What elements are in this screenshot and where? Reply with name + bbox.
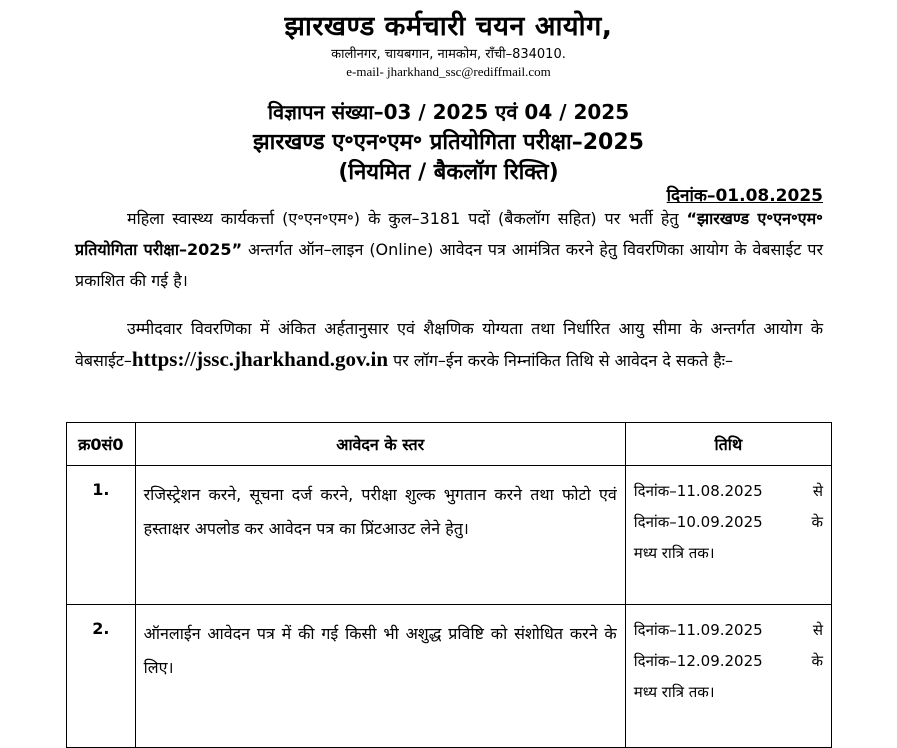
eligibility-text-b: पर लॉग–ईन करके निम्नांकित तिथि से आवेदन दे सकते हैः– xyxy=(388,351,733,370)
row-stage: ऑनलाईन आवेदन पत्र में की गई किसी भी अशुद्ध प्रविष्टि को संशोधित करने के लिए। xyxy=(135,605,625,748)
row-serial: 1. xyxy=(67,466,136,605)
organization-title: झारखण्ड कर्मचारी चयन आयोग, xyxy=(284,11,613,42)
date-from: दिनांक–11.08.2025 xyxy=(633,482,763,500)
date-from-suffix: से xyxy=(812,621,823,639)
website-link[interactable]: https://jssc.jharkhand.gov.in xyxy=(131,347,389,371)
header-date: तिथि xyxy=(625,423,831,466)
table-row xyxy=(67,466,832,605)
date-from: दिनांक–11.09.2025 xyxy=(633,621,763,639)
vacancy-type: (नियमित / बैकलॉग रिक्ति) xyxy=(338,160,559,185)
table-header-row xyxy=(67,423,832,466)
row-date xyxy=(625,605,831,748)
date-from-suffix: से xyxy=(812,482,823,500)
date-end: मध्य रात्रि तक। xyxy=(633,683,715,701)
exam-title: झारखण्ड ए॰एन॰एम॰ प्रतियोगिता परीक्षा–2025 xyxy=(253,130,644,155)
table-row xyxy=(67,605,832,748)
organization-address: कालीनगर, चायबगान, नामकोम, राँची–834010. xyxy=(331,47,566,62)
header-stage: आवेदन के स्तर xyxy=(135,423,625,466)
organization-email: e-mail- jharkhand_ssc@rediffmail.com xyxy=(346,64,551,79)
eligibility-paragraph xyxy=(75,313,823,376)
intro-text-b: अन्तर्गत ऑन–लाइन (Online) आवेदन पत्र आमंत्रित करने हेतु विवरणिका आयोग के वेबसाईट पर प्रकाशित की गई है। xyxy=(75,240,824,290)
row-date xyxy=(625,466,831,605)
row-stage: रजिस्ट्रेशन करने, सूचना दर्ज करने, परीक्षा शुल्क भुगतान करने तथा फोटो एवं हस्ताक्षर अपलोड कर आवेदन पत्र का प्रिंटआउट लेने हेतु। xyxy=(135,466,625,605)
exam-name-quoted: “झारखण्ड ए॰एन॰एम॰ प्रतियोगिता परीक्षा–2025” xyxy=(75,209,823,259)
intro-text-a: महिला स्वास्थ्य कार्यकर्त्ता (ए॰एन॰एम॰) के कुल–3181 पदों (बैकलॉग सहित) पर भर्ती हेतु xyxy=(127,209,687,228)
date-to: दिनांक–10.09.2025 xyxy=(633,513,763,531)
date-end: मध्य रात्रि तक। xyxy=(633,544,715,562)
intro-paragraph xyxy=(75,203,823,296)
eligibility-text-a: उम्मीदवार विवरणिका में अंकित अर्हतानुसार एवं शैक्षणिक योग्यता तथा निर्धारित आयु सीमा के अन्तर्गत आयोग के वेबसाईट– xyxy=(75,319,823,370)
header-serial: क्र0सं0 xyxy=(67,423,136,466)
date-to-suffix: के xyxy=(811,513,823,531)
date-to: दिनांक–12.09.2025 xyxy=(633,652,763,670)
notice-date: दिनांक–01.08.2025 xyxy=(666,186,823,206)
date-to-suffix: के xyxy=(811,652,823,670)
row-serial: 2. xyxy=(67,605,136,748)
schedule-table xyxy=(66,422,832,748)
advertisement-number: विज्ञापन संख्या–03 / 2025 एवं 04 / 2025 xyxy=(267,100,630,124)
